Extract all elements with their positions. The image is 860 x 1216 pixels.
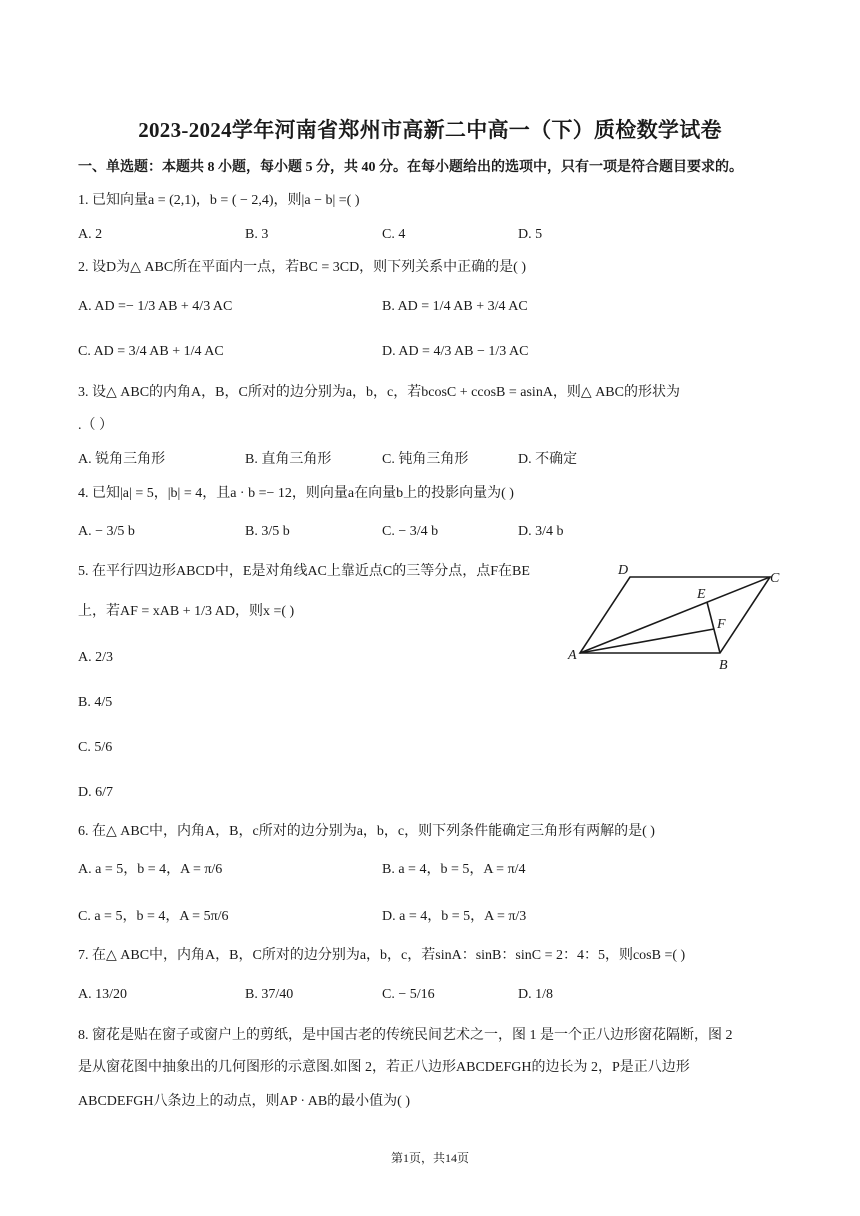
q5-option-b: B. 4/5	[78, 695, 113, 710]
q2-option-b: B. AD = 1/4 AB + 3/4 AC	[382, 299, 528, 314]
q1-option-a: A. 2	[78, 227, 103, 242]
q6-option-b: B. a = 4，b = 5，A = π/4	[382, 862, 526, 877]
q2-option-c: C. AD = 3/4 AB + 1/4 AC	[78, 344, 224, 359]
question-8-line-1: 8. 窗花是贴在窗子或窗户上的剪纸，是中国古老的传统民间艺术之一，图 1 是一个正八边形窗花隔断，图 2	[78, 1028, 733, 1043]
q7-option-d: D. 1/8	[518, 987, 553, 1002]
parallelogram-figure	[562, 560, 790, 672]
q5-option-c: C. 5/6	[78, 740, 113, 755]
q7-option-a: A. 13/20	[78, 987, 127, 1002]
q7-option-c: C. − 5/16	[382, 987, 435, 1002]
question-3-stem: 3. 设△ ABC的内角A，B，C所对的边分别为a，b，c，若bcosC + ccosB = asinA，则△ ABC的形状为	[78, 385, 680, 400]
q1-option-c: C. 4	[382, 227, 406, 242]
question-5-stem-cont: 上，若AF = xAB + 1/3 AD，则x =( )	[78, 604, 295, 619]
label-e: E	[697, 587, 706, 602]
section-heading: 一、单选题：本题共 8 小题，每小题 5 分，共 40 分。在每小题给出的选项中，只有一项是符合题目要求的。	[78, 160, 743, 175]
q3-option-d: D. 不确定	[518, 452, 578, 467]
label-d: D	[618, 563, 629, 578]
q3-option-c: C. 钝角三角形	[382, 452, 469, 467]
question-4-stem: 4. 已知|a| = 5，|b| = 4，且a · b =− 12，则向量a在向量b上的投影向量为( )	[78, 486, 514, 501]
q2-option-a: A. AD =− 1/3 AB + 4/3 AC	[78, 299, 233, 314]
q1-option-b: B. 3	[245, 227, 269, 242]
q6-option-d: D. a = 4，b = 5，A = π/3	[382, 909, 527, 924]
q6-option-a: A. a = 5，b = 4，A = π/6	[78, 862, 223, 877]
question-3-stem-cont: .（ ）	[78, 418, 113, 433]
q5-option-d: D. 6/7	[78, 785, 113, 800]
question-8-line-3: ABCDEFGH八条边上的动点，则AP · AB的最小值为( )	[78, 1094, 410, 1109]
q3-option-a: A. 锐角三角形	[78, 452, 166, 467]
q4-option-c: C. − 3/4 b	[382, 524, 439, 539]
q5-option-a: A. 2/3	[78, 650, 113, 665]
question-1-stem: 1. 已知向量a = (2,1)，b = ( − 2,4)，则|a − b| =( )	[78, 193, 360, 208]
page-title: 2023-2024学年河南省郑州市高新二中高一（下）质检数学试卷	[138, 118, 722, 142]
q1-option-d: D. 5	[518, 227, 543, 242]
q4-option-a: A. − 3/5 b	[78, 524, 135, 539]
label-f: F	[717, 617, 726, 632]
diagonal-ac	[580, 577, 770, 653]
q3-option-b: B. 直角三角形	[245, 452, 332, 467]
label-b: B	[719, 658, 728, 672]
segment-af	[580, 629, 714, 653]
label-c: C	[770, 571, 780, 586]
question-6-stem: 6. 在△ ABC中，内角A，B，c所对的边分别为a，b，c，则下列条件能确定三角形有两解的是( )	[78, 824, 655, 839]
question-8-line-2: 是从窗花图中抽象出的几何图形的示意图.如图 2，若正八边形ABCDEFGH的边长为 2，P是正八边形	[78, 1060, 690, 1075]
question-5-stem: 5. 在平行四边形ABCD中，E是对角线AC上靠近点C的三等分点，点F在BE	[78, 564, 530, 579]
q6-option-c: C. a = 5，b = 4，A = 5π/6	[78, 909, 229, 924]
page-footer: 第1页，共14页	[390, 1151, 469, 1165]
q2-option-d: D. AD = 4/3 AB − 1/3 AC	[382, 344, 529, 359]
q7-option-b: B. 37/40	[245, 987, 294, 1002]
q4-option-d: D. 3/4 b	[518, 524, 564, 539]
question-7-stem: 7. 在△ ABC中，内角A，B，C所对的边分别为a，b，c，若sinA：sinB：sinC = 2：4：5，则cosB =( )	[78, 948, 686, 963]
question-2-stem: 2. 设D为△ ABC所在平面内一点，若BC = 3CD，则下列关系中正确的是( )	[78, 260, 527, 275]
label-a: A	[568, 648, 577, 663]
q4-option-b: B. 3/5 b	[245, 524, 290, 539]
